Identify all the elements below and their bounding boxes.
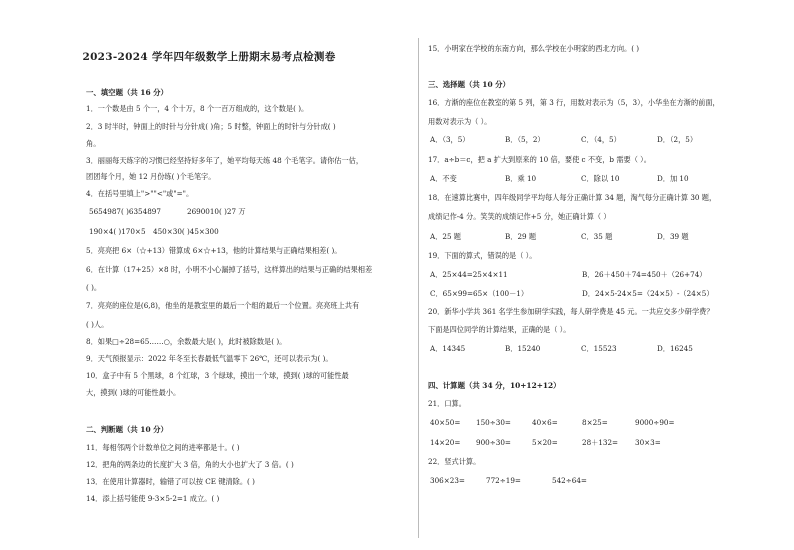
option-a: A．25 题 — [430, 232, 461, 241]
question-6-line2: ( )。 — [86, 283, 102, 292]
page-title: 2023-2024 学年四年级数学上册期末易考点检测卷 — [82, 51, 336, 63]
written-calc-item: 772÷19= — [486, 476, 521, 485]
compare-item: 5654987( )6354897 — [89, 207, 161, 216]
option-b: B．26＋450＋74=450＋（26+74） — [582, 270, 707, 279]
section-fill-blank-heading: 一、填空题（共 16 分） — [86, 88, 168, 97]
option-d: D．39 题 — [657, 232, 689, 241]
question-19-options-row2 — [430, 289, 750, 299]
question-19: 19．下面的算式，错误的是（ ）。 — [428, 251, 537, 260]
option-d: D．加 10 — [657, 174, 689, 183]
question-2-line1: 2．3 时半时，钟面上的时针与分针成( )角；5 时整，钟面上的时针与分针成( ) — [86, 122, 336, 131]
question-7-line1: 7．亮亮的座位是(6,8)，他坐的是教室里的最后一个组的最后一个位置。亮亮班上共有 — [86, 301, 360, 310]
question-16-line1: 16．方渐的座位在教室的第 5 列，第 3 行，用数对表示为（5，3），小华坐在方渐的前面， — [428, 98, 720, 107]
mental-math-item: 900÷30= — [476, 438, 511, 447]
question-7-line2: ( )人。 — [86, 320, 109, 329]
option-a: A．不变 — [430, 174, 457, 183]
option-c: C．（4，5） — [581, 135, 621, 144]
option-c: C．15523 — [581, 344, 617, 353]
question-6-line1: 6．在计算（17+25）×8 时，小明不小心漏掉了括号，这样算出的结果与正确的结果相差 — [86, 265, 373, 274]
question-3-line2: 团团每个月，她 12 月份练( )个毛笔字。 — [86, 172, 216, 181]
compare-item: 450×30( )45×300 — [153, 227, 219, 236]
question-19-options-row1 — [430, 270, 750, 280]
question-20-line1: 20．新华小学共 361 名学生参加研学实践，每人研学费是 45 元。一共应交多少研学费？ — [428, 307, 714, 316]
mental-math-row-2 — [430, 438, 770, 448]
mental-math-item: 14×20= — [430, 438, 461, 447]
option-b: B．15240 — [505, 344, 541, 353]
section-calculation-heading: 四、计算题（共 34 分，10+12+12） — [428, 381, 561, 390]
question-2-line2: 角。 — [86, 139, 101, 148]
question-4-row-2 — [89, 227, 389, 237]
question-13: 13．在使用计算器时，输错了可以按 CE 键清除。( ) — [86, 477, 255, 486]
question-16-line2: 用数对表示为（ ）。 — [428, 117, 492, 126]
option-c: C．除以 10 — [581, 174, 620, 183]
option-a: A．（3，5） — [430, 135, 470, 144]
option-b: B．29 题 — [505, 232, 537, 241]
question-14: 14．添上括号能使 9-3×5-2=1 成立。( ) — [86, 494, 220, 503]
written-calc-row — [430, 476, 770, 486]
written-calc-item: 306×23= — [430, 476, 465, 485]
option-d: D．24×5-24×5=（24×5）-（24×5） — [582, 289, 714, 298]
mental-math-item: 40×50= — [430, 418, 461, 427]
option-c: C．65×99=65×（100－1） — [430, 289, 529, 298]
mental-math-item: 40×6= — [532, 418, 558, 427]
compare-item: 190×4( )170×5 — [89, 227, 146, 236]
mental-math-row-1 — [430, 418, 770, 428]
question-20-options — [430, 344, 750, 354]
section-true-false-heading: 二、判断题（共 10 分） — [86, 425, 168, 434]
mental-math-item: 30×3= — [635, 438, 661, 447]
question-18-line1: 18．在速算比赛中，四年级同学平均每人每分正确计算 34 题，淘气每分正确计算 30 题， — [428, 193, 717, 202]
question-9: 9．天气预报显示：2022 年冬至长春最低气温零下 26℃，还可以表示为( )。 — [86, 354, 333, 363]
mental-math-item: 28＋132= — [582, 438, 619, 447]
question-10-line1: 10．盒子中有 5 个黑球，8 个红球，3 个绿球，摸出一个球，摸到( )球的可能性最 — [86, 371, 349, 380]
question-17: 17．a÷b＝c，把 a 扩大到原来的 10 倍，要使 c 不变，b 需要（ ）。 — [428, 155, 651, 164]
question-8: 8．如果□÷28=65……○，余数最大是( )，此时被除数是( )。 — [86, 337, 287, 346]
option-d: D．16245 — [657, 344, 693, 353]
column-divider — [418, 38, 419, 538]
question-5: 5．亮亮把 6×（☆+13）错算成 6×☆+13，他的计算结果与正确结果相差( )。 — [86, 246, 342, 255]
option-a: A．14345 — [430, 344, 466, 353]
option-b: B．（5，2） — [505, 135, 545, 144]
question-20-line2: 下面是四位同学的计算结果，正确的是（ ）。 — [428, 325, 571, 334]
mental-math-item: 150÷30= — [476, 418, 511, 427]
question-22: 22．竖式计算。 — [428, 457, 481, 466]
question-18-options — [430, 232, 750, 242]
mental-math-item: 9000÷90= — [635, 418, 675, 427]
option-c: C．35 题 — [581, 232, 613, 241]
question-3-line1: 3．丽丽每天练字的习惯已经坚持好多年了，她平均每天练 48 个毛笔字。请你估一估， — [86, 156, 364, 165]
question-18-line2: 成绩记作-4 分。笑笑的成绩记作+5 分，她正确计算（ ） — [428, 212, 611, 221]
question-4-row-1 — [89, 207, 389, 217]
option-a: A．25×44=25×4×11 — [430, 270, 508, 279]
mental-math-item: 5×20= — [532, 438, 558, 447]
question-16-options — [430, 135, 750, 145]
compare-item: 2690010( )27 万 — [187, 207, 246, 216]
written-calc-item: 542÷64= — [552, 476, 587, 485]
question-17-options — [430, 174, 750, 184]
question-4: 4．在括号里填上">""<"或"="。 — [86, 189, 194, 198]
mental-math-item: 8×25= — [582, 418, 608, 427]
question-1: 1．一个数是由 5 个一，4 个十万，8 个一百万组成的，这个数是( )。 — [86, 104, 309, 113]
question-10-line2: 大，摸到( )球的可能性最小。 — [86, 388, 181, 397]
question-12: 12．把角的两条边的长度扩大 3 倍，角的大小也扩大了 3 倍。( ) — [86, 460, 294, 469]
question-21: 21．口算。 — [428, 399, 466, 408]
question-11: 11．每相邻两个计数单位之间的进率都是十。( ) — [86, 443, 240, 452]
option-b: B．乘 10 — [505, 174, 537, 183]
question-15: 15．小明家在学校的东南方向，那么学校在小明家的西北方向。( ) — [428, 44, 640, 53]
section-choice-heading: 三、选择题（共 10 分） — [428, 80, 510, 89]
option-d: D．（2，5） — [657, 135, 698, 144]
